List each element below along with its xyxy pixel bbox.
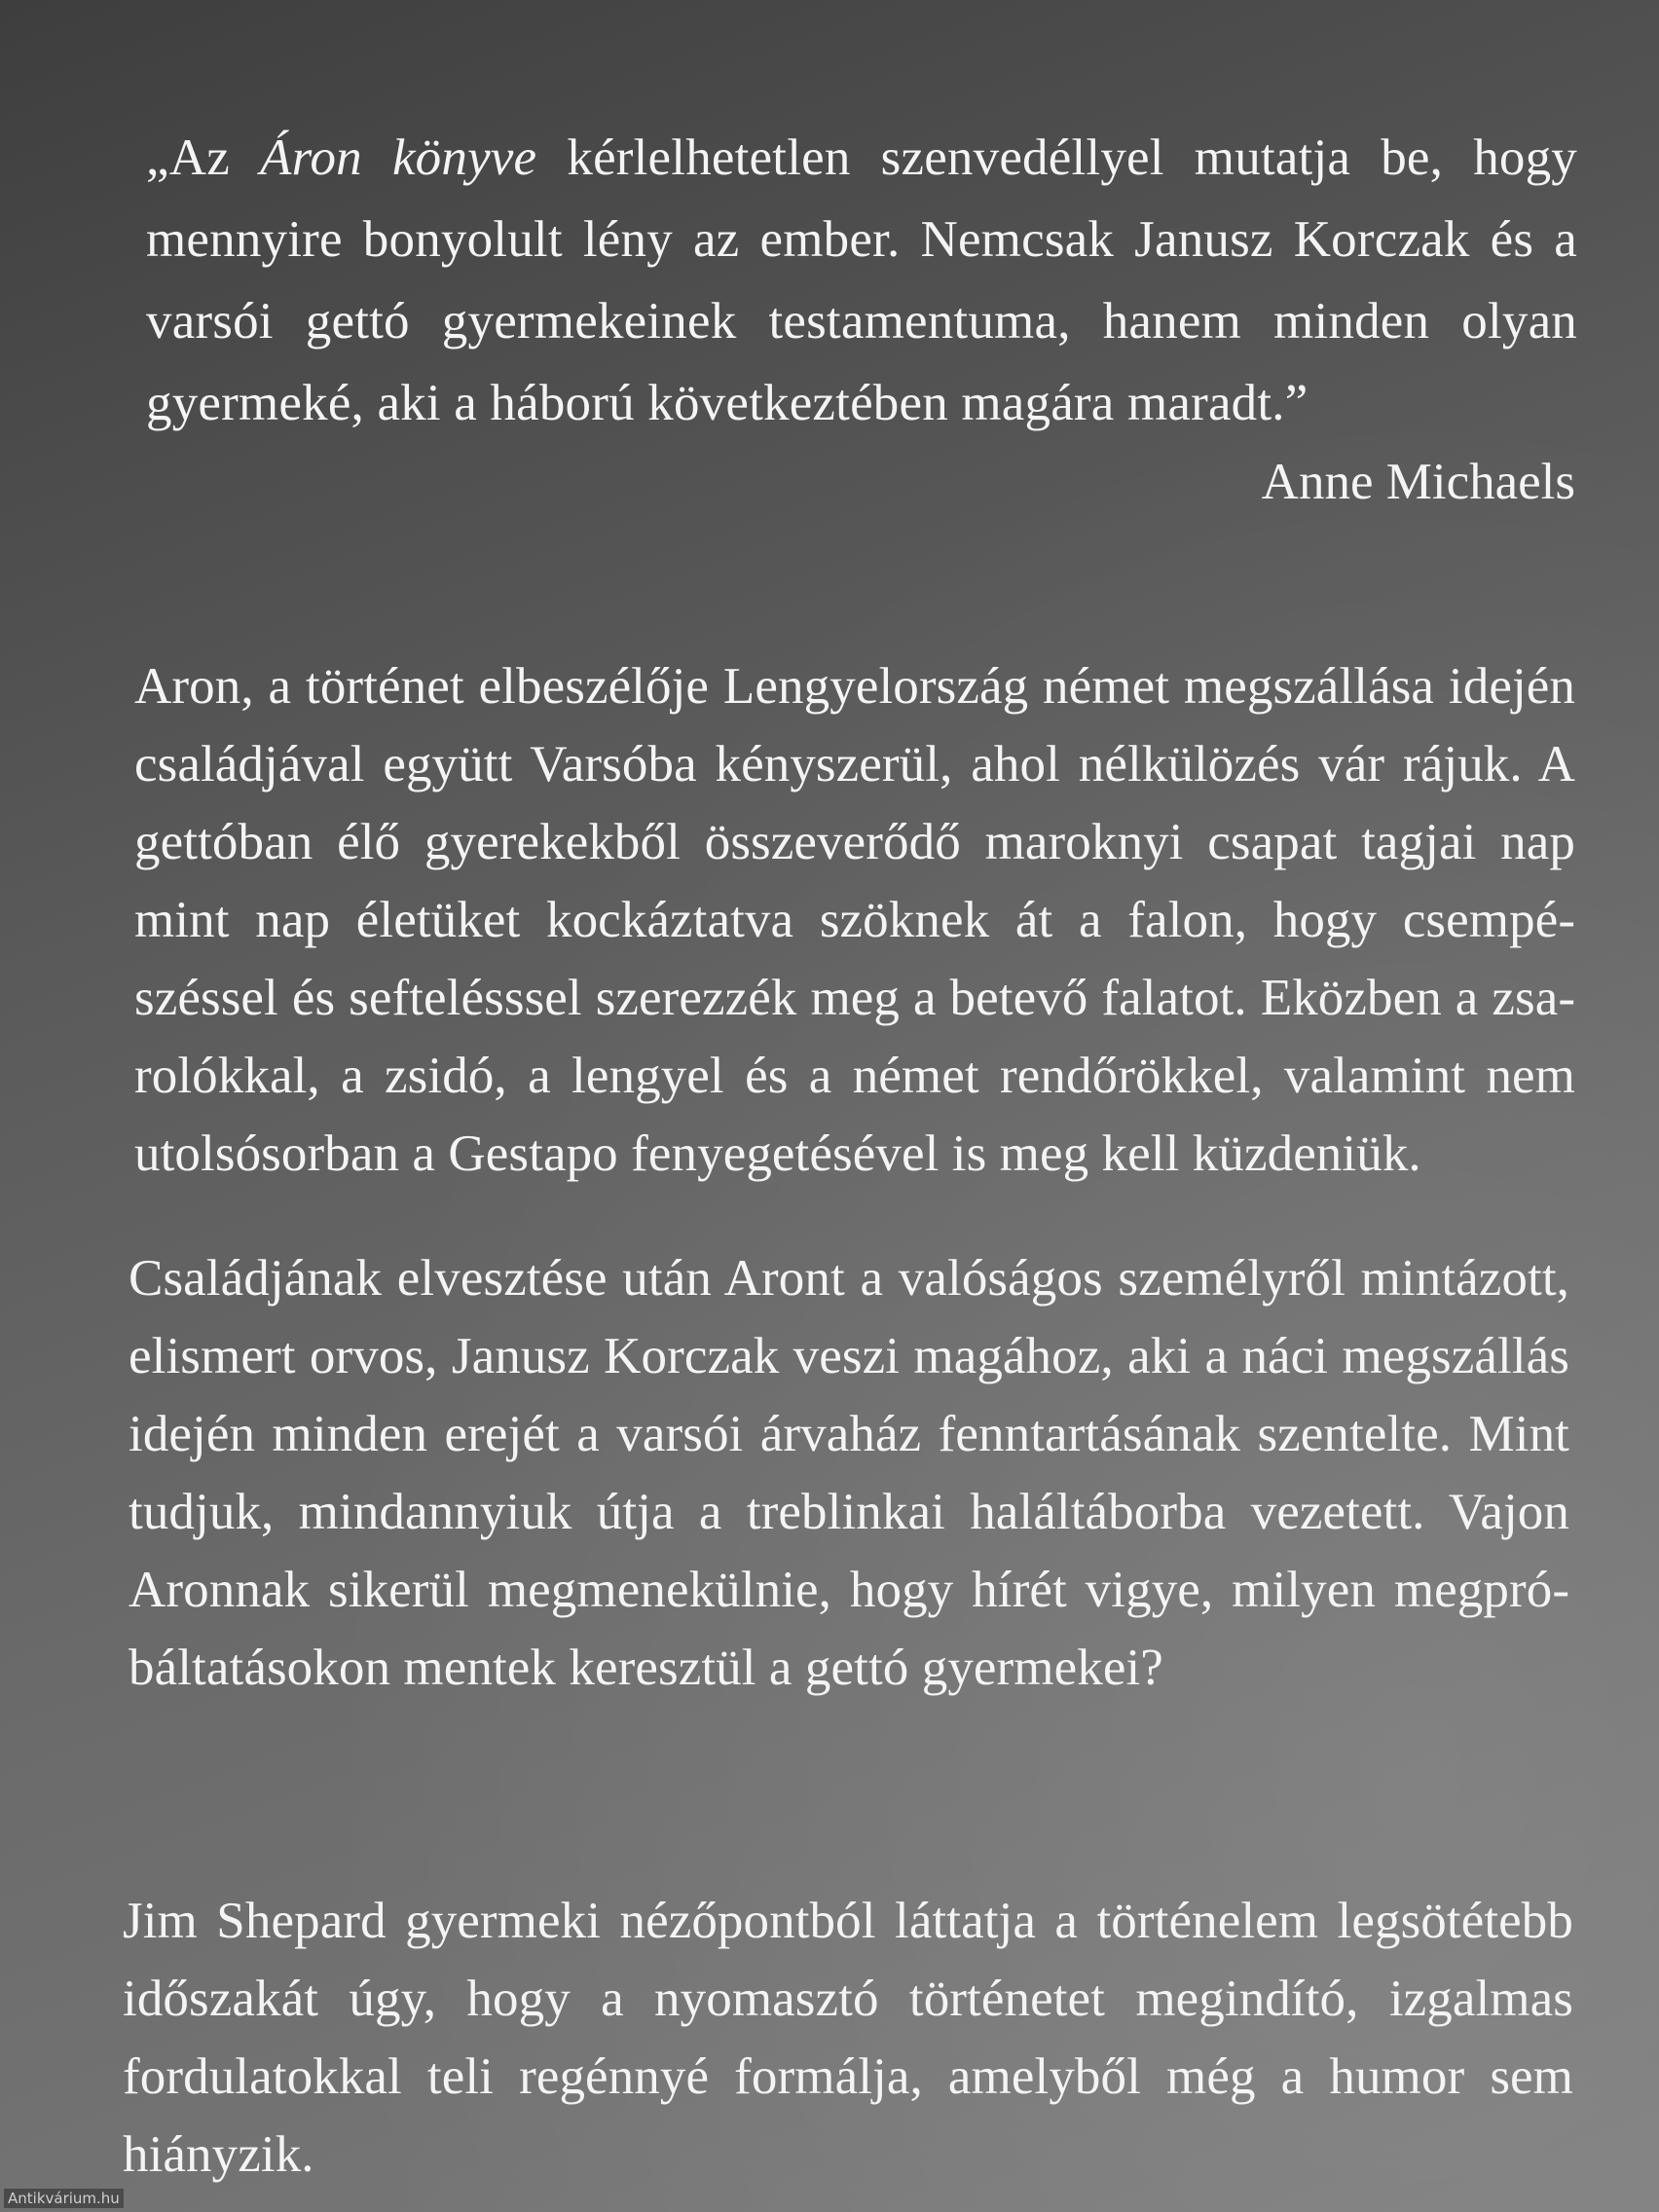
synopsis-paragraph-1: Aron, a történet elbeszélője Lengyelország német megszállása idején családjával együtt Varsóba kényszerül, ahol nélkülözés vár rájuk. A gettóban élő gyerekekből összeverődő maroknyi csapat tagjai nap mint nap életüket kockáztatva szöknek át a falon, hogy csempészéssel és seftelésssel szerezzék meg a betevő falatot. Eközben a zsarolókkal, a zsidó, a lengyel és a német rendőrökkel, valamint nem utolsósorban a Gestapo fenyegetésével is meg kell küzdeniük. <box>134 658 1575 1182</box>
watermark-label: Antikvárium.hu <box>4 2189 124 2208</box>
quote-book-title: Áron könyve <box>260 129 537 186</box>
blurb-quote <box>146 117 1577 444</box>
quote-text: kérlelhetetlen szenvedéllyel mutatja be, hogy mennyire bonyolult lény az ember. Nemcsak Janusz Korczak és a varsói gettó gyermekeinek testamentuma, hanem minden olyan gyermeké, aki a háború következtében magára maradt.” <box>146 129 1577 431</box>
quote-prefix: „Az <box>146 129 261 186</box>
quote-author: Anne Michaels <box>1261 454 1575 510</box>
synopsis-paragraph-3: Jim Shepard gyermeki nézőpontból láttatja a történelem legsötétebb időszakát úgy, hogy a nyomasztó történetet megindító, izgalmas fordulatokkal teli regénnyé formálja, amelyből még a humor sem hiányzik. <box>123 1893 1573 2183</box>
synopsis-paragraph-2: Családjának elvesztése után Aront a valóságos személyről mintázott, elismert orvos, Janusz Korczak veszi magához, aki a náci megszállás idején minden erejét a varsói árvaház fenntartásának szentelte. Mint tudjuk, mindannyiuk útja a treblinkai haláltáborba vezetett. Vajon Aronnak sikerül megmenekülnie, hogy hírét vigye, milyen megpróbáltatásokon mentek keresztül a gettó gyermekei? <box>129 1250 1569 1696</box>
